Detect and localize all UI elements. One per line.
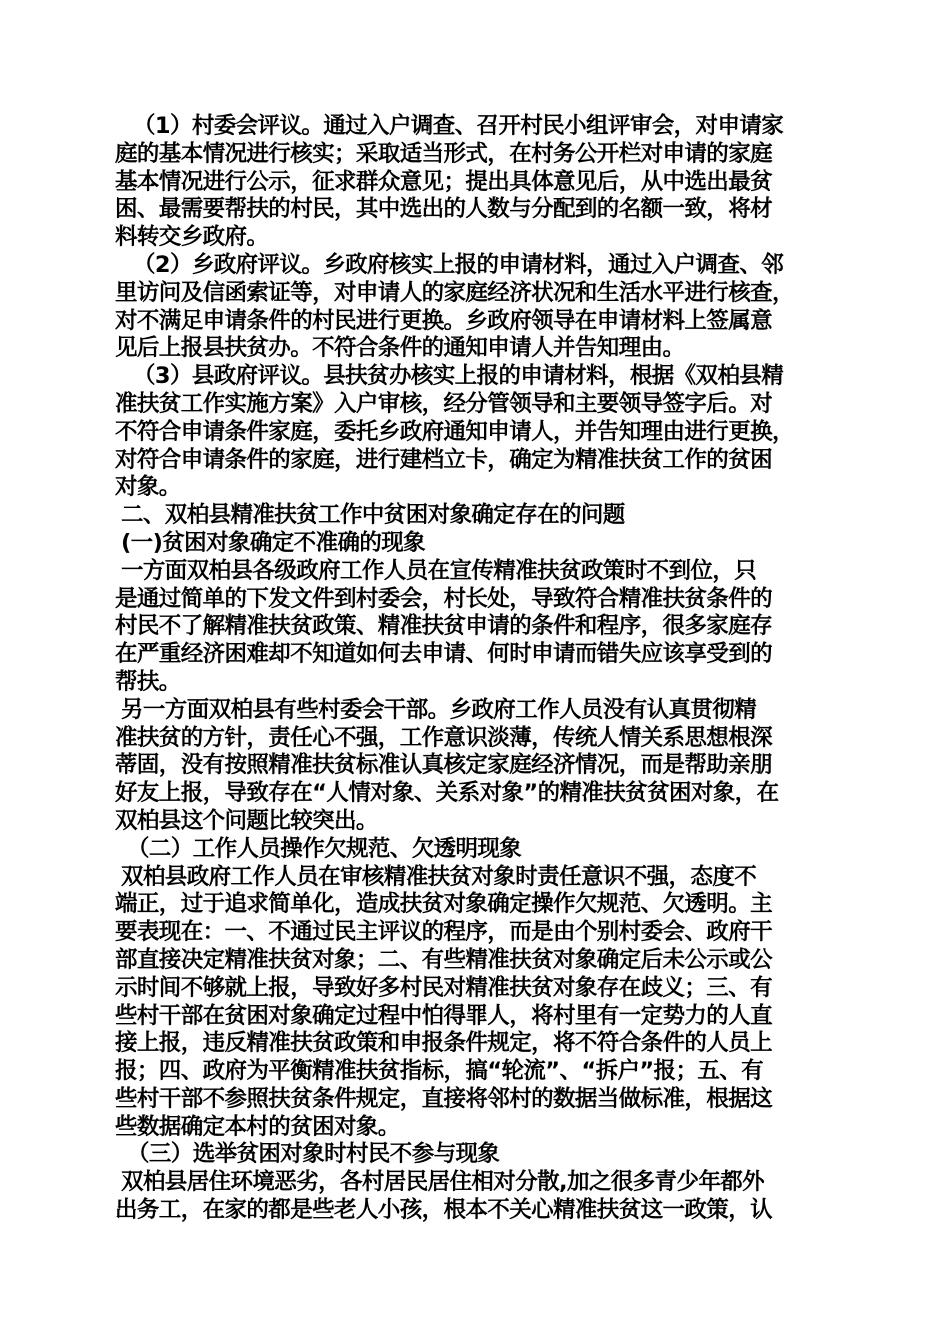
text-line: 不符合申请条件家庭，委托乡政府通知申请人，并告知理由进行更换， <box>115 418 794 445</box>
text-line: 对象。 <box>115 474 181 501</box>
text-line: 对不满足申请条件的村民进行更换。乡政府领导在申请材料上签属意 <box>115 307 773 334</box>
text-line: 双柏县这个问题比较突出。 <box>115 807 378 834</box>
subsection-heading: （二）工作人员操作欠规范、欠透明现象 <box>127 835 522 862</box>
text-line: 双柏县居住环境恶劣，各村居民居住相对分散,加之很多青少年都外 <box>121 1169 765 1196</box>
text-line: （3）县政府评议。县扶贫办核实上报的申请材料，根据《双柏县精 <box>133 363 784 390</box>
text-line: 接上报，违反精准扶贫政策和申报条件规定，将不符合条件的人员上 <box>115 1030 773 1057</box>
text-line: 里访问及信函索证等，对申请人的家庭经济状况和生活水平进行核查， <box>115 279 794 306</box>
text-line: 村民不了解精准扶贫政策、精准扶贫申请的条件和程序，很多家庭存 <box>115 613 773 640</box>
text-line: 示时间不够就上报，导致好多村民对精准扶贫对象存在歧义；三、有 <box>115 974 773 1001</box>
text-line: 蒂固，没有按照精准扶贫标准认真核定家庭经济情况，而是帮助亲朋 <box>115 752 773 779</box>
text-line: 料转交乡政府。 <box>115 224 269 251</box>
text-line: 庭的基本情况进行核实；采取适当形式，在村务公开栏对申请的家庭 <box>115 140 773 167</box>
section-heading: 二、双柏县精准扶贫工作中贫困对象确定存在的问题 <box>121 502 625 529</box>
text-line: 对符合申请条件的家庭，进行建档立卡，确定为精准扶贫工作的贫困 <box>115 446 773 473</box>
text-line: 准扶贫的方针，责任心不强，工作意识淡薄，传统人情关系思想根深 <box>115 724 773 751</box>
text-line: 见后上报县扶贫办。不符合条件的通知申请人并告知理由。 <box>115 335 685 362</box>
text-line: （2）乡政府评议。乡政府核实上报的申请材料，通过入户调查、邻 <box>133 251 784 278</box>
document-body <box>115 113 837 1225</box>
text-line: 基本情况进行公示，征求群众意见；提出具体意见后，从中选出最贫 <box>115 168 773 195</box>
text-line: 好友上报，导致存在“人情对象、关系对象”的精准扶贫贫困对象，在 <box>115 780 779 807</box>
text-line: 些村干部在贫困对象确定过程中怕得罪人，将村里有一定势力的人直 <box>115 1002 773 1029</box>
text-line: 准扶贫工作实施方案》入户审核，经分管领导和主要领导签字后。对 <box>115 390 773 417</box>
text-line: 帮扶。 <box>115 668 181 695</box>
text-line: 端正，过于追求简单化，造成扶贫对象确定操作欠规范、欠透明。主 <box>115 891 773 918</box>
text-line: 要表现在：一、不通过民主评议的程序，而是由个别村委会、政府干 <box>115 919 773 946</box>
text-line: 些数据确定本村的贫困对象。 <box>115 1113 400 1140</box>
text-line: 是通过简单的下发文件到村委会，村长处，导致符合精准扶贫条件的 <box>115 585 773 612</box>
text-line: 些村干部不参照扶贫条件规定，直接将邻村的数据当做标准，根据这 <box>115 1085 773 1112</box>
text-line: 双柏县政府工作人员在审核精准扶贫对象时责任意识不强，态度不 <box>121 863 757 890</box>
text-line: 部直接决定精准扶贫对象；二、有些精准扶贫对象确定后未公示或公 <box>115 946 773 973</box>
text-line: 报；四、政府为平衡精准扶贫指标，搞“轮流”、“拆户”报；五、有 <box>115 1058 764 1085</box>
text-line: 一方面双柏县各级政府工作人员在宣传精准扶贫政策时不到位，只 <box>121 557 757 584</box>
subsection-heading: （三）选举贫困对象时村民不参与现象 <box>127 1141 500 1168</box>
text-line: 困、最需要帮扶的村民，其中选出的人数与分配到的名额一致，将材 <box>115 196 773 223</box>
text-line: 出务工，在家的都是些老人小孩，根本不关心精准扶贫这一政策，认 <box>115 1197 773 1224</box>
text-line: 在严重经济困难却不知道如何去申请、何时申请而错失应该享受到的 <box>115 641 773 668</box>
subsection-heading: (一)贫困对象确定不准确的现象 <box>121 529 426 556</box>
text-line: （1）村委会评议。通过入户调查、召开村民小组评审会，对申请家 <box>133 113 784 139</box>
text-line: 另一方面双柏县有些村委会干部。乡政府工作人员没有认真贯彻精 <box>121 696 757 723</box>
